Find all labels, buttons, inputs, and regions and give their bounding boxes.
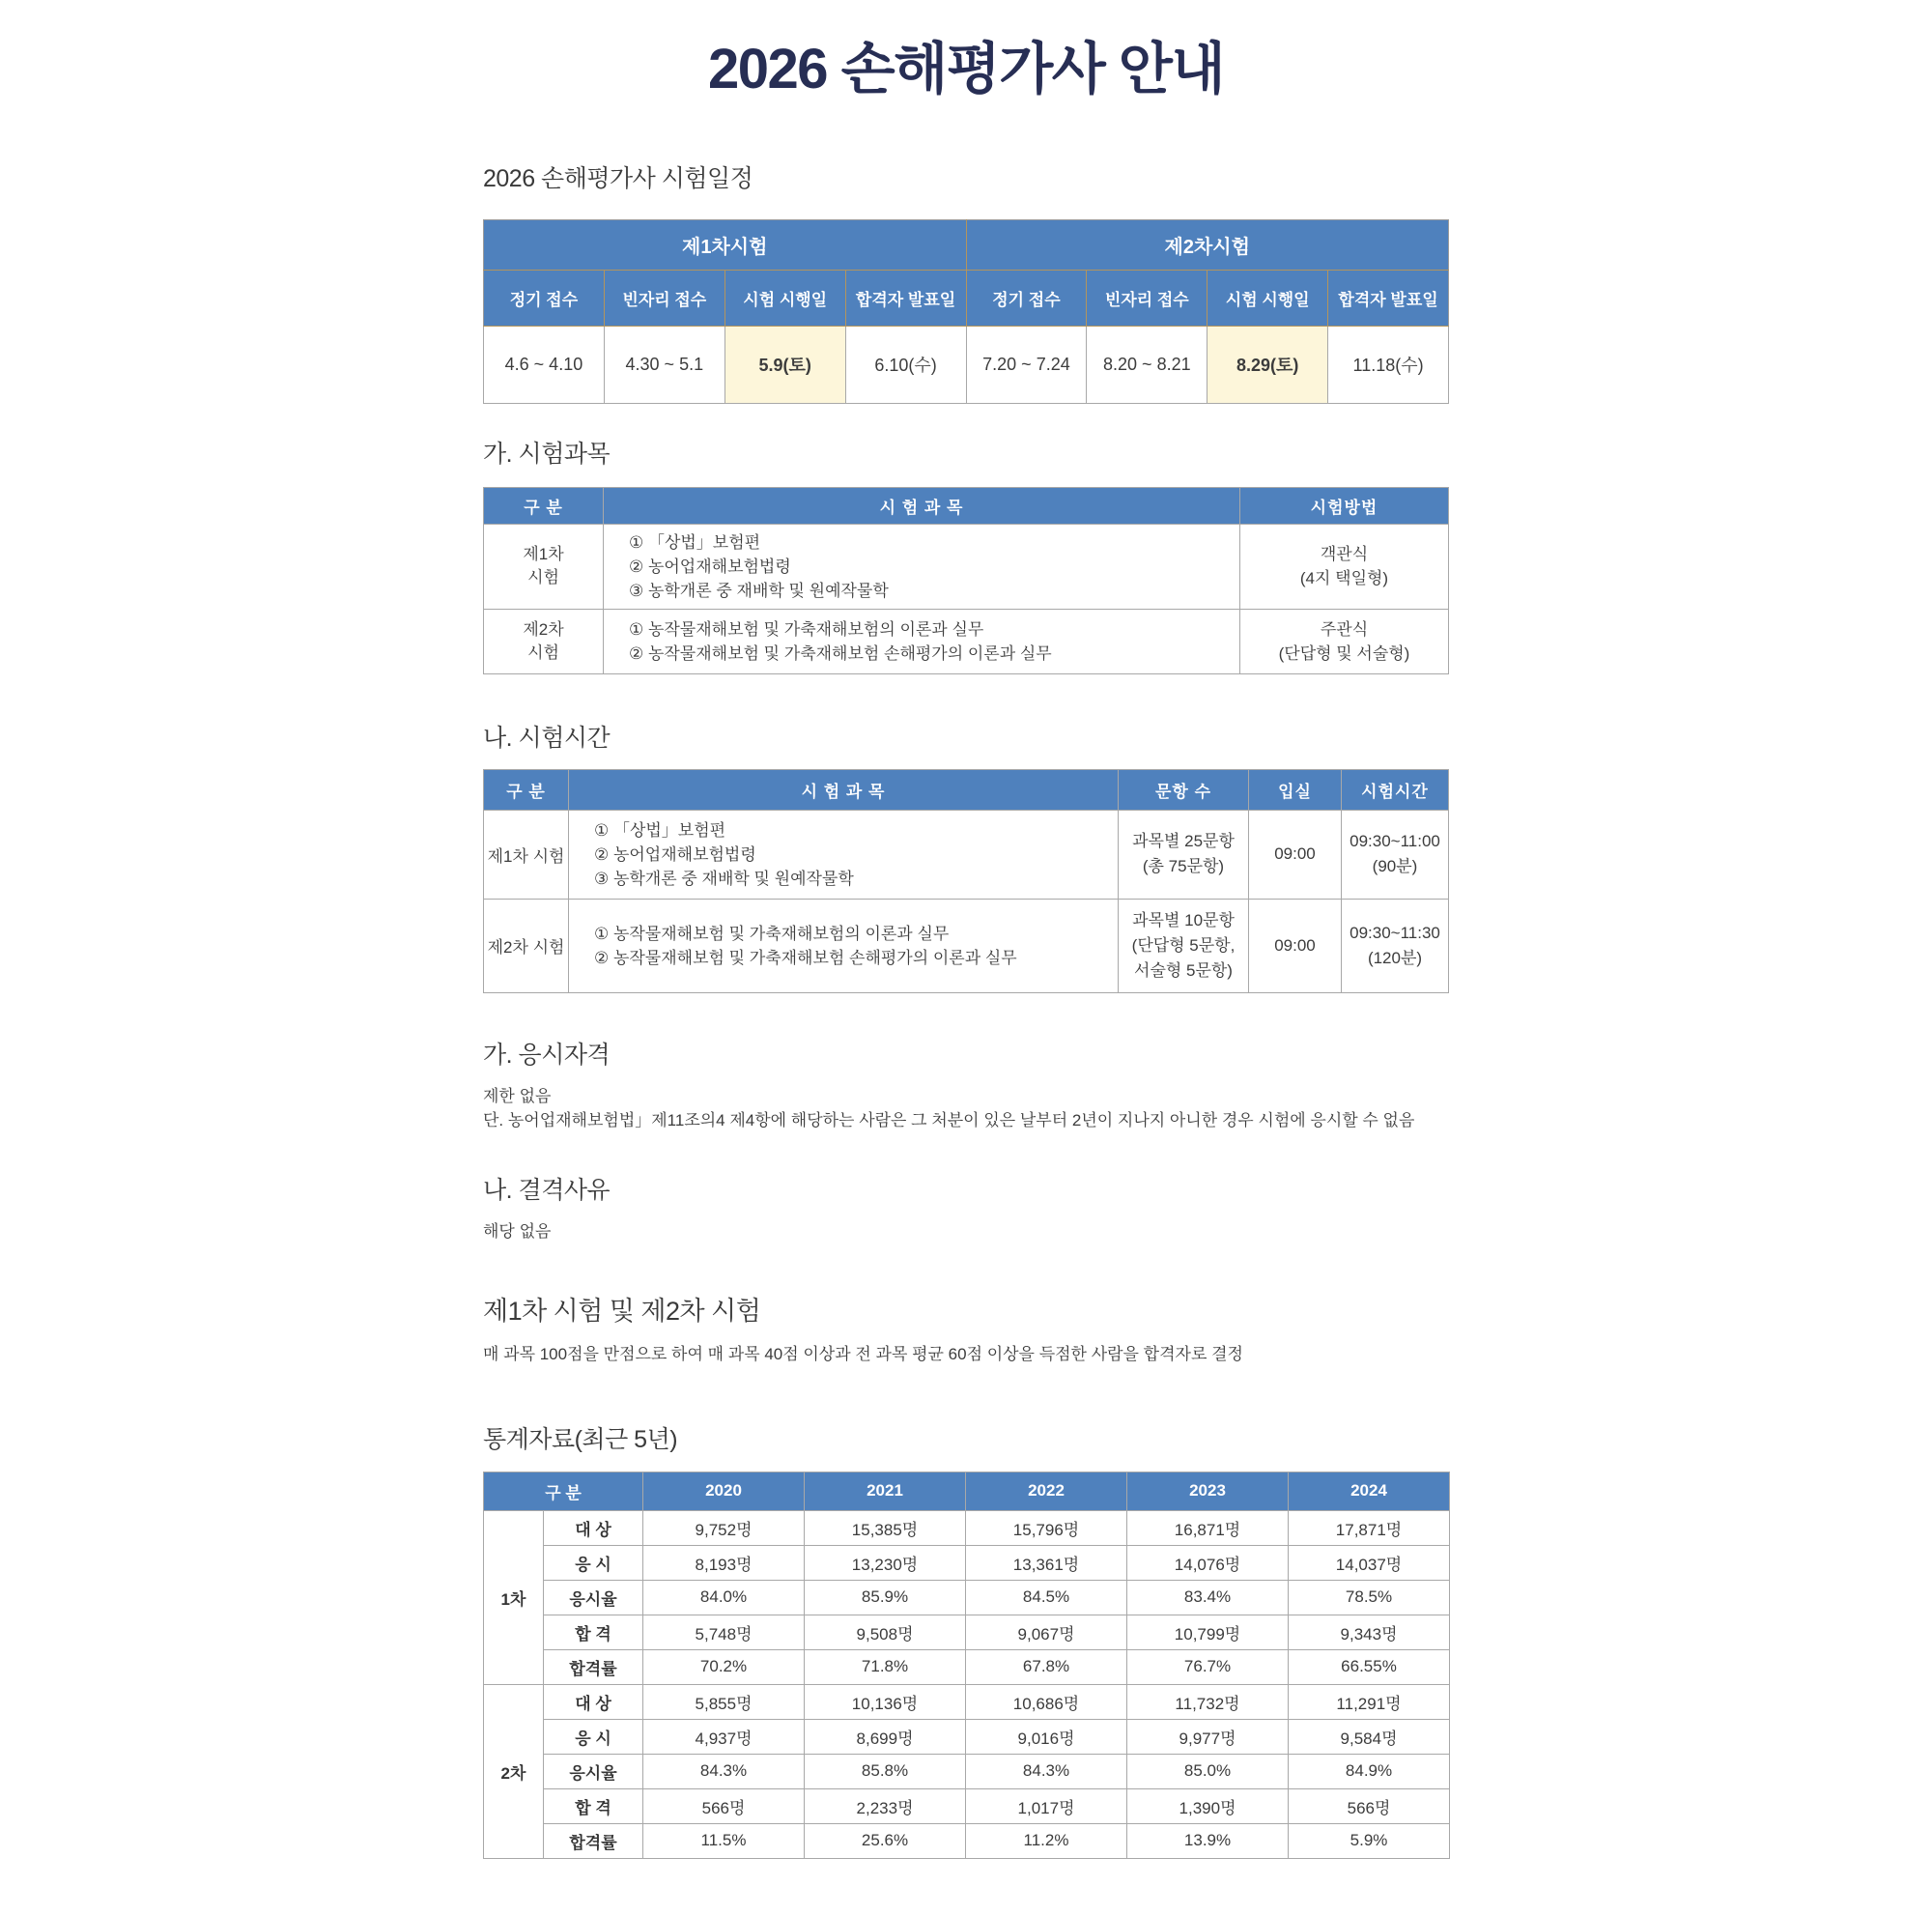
stats-row-label: 응시율 (544, 1754, 643, 1788)
stats-row-label: 응 시 (544, 1719, 643, 1754)
stats-row-label: 응시율 (544, 1580, 643, 1615)
text-line: 제1차 (523, 545, 564, 564)
stats-cell: 14,037명 (1289, 1545, 1450, 1580)
table-row (484, 487, 1449, 524)
schedule-col-header: 시험 시행일 (1208, 270, 1328, 326)
text-line: (단답형 5문항, (1131, 935, 1236, 955)
text-line: ② 농작물재해보험 및 가축재해보험 손해평가의 이론과 실무 (629, 643, 1052, 663)
text-line: 09:30~11:00 (1350, 832, 1440, 851)
page-title: 2026 손해평가사 안내 (708, 38, 1224, 100)
stats-cell: 16,871명 (1127, 1510, 1289, 1545)
subjects-col-header: 시험방법 (1240, 487, 1449, 524)
stats-cell: 13,361명 (966, 1545, 1127, 1580)
subjects-category-2nd (484, 609, 604, 673)
times-col-header: 입실 (1249, 769, 1342, 810)
schedule-col-header: 정기 접수 (966, 270, 1087, 326)
stats-cell: 85.0% (1127, 1754, 1289, 1788)
stats-cell: 9,343명 (1289, 1615, 1450, 1649)
text-line: (120분) (1367, 948, 1423, 967)
schedule-heading: 2026 손해평가사 시험일정 (483, 164, 753, 192)
text-line: 과목별 25문항 (1132, 832, 1235, 851)
times-col-header: 문항 수 (1119, 769, 1249, 810)
stats-cell: 15,796명 (966, 1510, 1127, 1545)
subjects-table (483, 487, 1449, 674)
times-category-2nd: 제2차 시험 (484, 899, 569, 992)
stats-col-header-2021: 2021 (805, 1472, 966, 1510)
text-line: (4지 택일형) (1299, 569, 1389, 588)
stats-group-1st: 1차 (484, 1510, 544, 1684)
text-line: ① 농작물재해보험 및 가축재해보험의 이론과 실무 (629, 619, 984, 639)
stats-cell: 67.8% (966, 1649, 1127, 1684)
table-row (484, 1649, 1450, 1684)
stats-cell: 5,748명 (643, 1615, 805, 1649)
times-items-1st (569, 810, 1119, 899)
stats-cell: 8,193명 (643, 1545, 805, 1580)
stats-cell: 11.5% (643, 1823, 805, 1858)
eligibility-heading: 가. 응시자격 (483, 1041, 611, 1069)
stats-col-header-2024: 2024 (1289, 1472, 1450, 1510)
subjects-method-1st (1240, 524, 1449, 609)
table-row (484, 1823, 1450, 1858)
table-row (484, 219, 1449, 270)
stats-cell: 13,230명 (805, 1545, 966, 1580)
times-questions-2nd (1119, 899, 1249, 992)
subjects-col-header: 시 험 과 목 (604, 487, 1240, 524)
text-line: 09:30~11:30 (1350, 923, 1440, 942)
schedule-col-header: 합격자 발표일 (1328, 270, 1449, 326)
stats-row-label: 대 상 (544, 1510, 643, 1545)
schedule-col-header: 빈자리 접수 (604, 270, 724, 326)
stats-cell: 84.5% (966, 1580, 1127, 1615)
times-table (483, 769, 1449, 993)
text-line: (단답형 및 서술형) (1278, 643, 1410, 663)
times-items-2nd (569, 899, 1119, 992)
text-line: ① 「상법」보험편 (629, 532, 761, 552)
stats-cell: 11,291명 (1289, 1684, 1450, 1719)
stats-cell: 1,017명 (966, 1788, 1127, 1823)
passing-text: 매 과목 100점을 만점으로 하여 매 과목 40점 이상과 전 과목 평균 60점 이상을 득점한 사람을 합격자로 결정 (483, 1344, 1243, 1363)
stats-cell: 66.55% (1289, 1649, 1450, 1684)
table-row (484, 524, 1449, 609)
table-row (484, 1510, 1450, 1545)
stats-cell: 84.3% (966, 1754, 1127, 1788)
stats-cell: 84.9% (1289, 1754, 1450, 1788)
times-category-1st: 제1차 시험 (484, 810, 569, 899)
stats-cell: 566명 (1289, 1788, 1450, 1823)
table-row (484, 270, 1449, 326)
text-line: 시험 (527, 568, 559, 587)
stats-cell: 10,136명 (805, 1684, 966, 1719)
stats-cell: 5,855명 (643, 1684, 805, 1719)
text-line: 제2차 (523, 619, 564, 639)
times-time-1st (1342, 810, 1449, 899)
stats-col-header-2023: 2023 (1127, 1472, 1289, 1510)
stats-cell: 84.0% (643, 1580, 805, 1615)
text-line: 시험 (527, 643, 559, 662)
stats-cell: 1,390명 (1127, 1788, 1289, 1823)
table-row (484, 899, 1449, 992)
stats-cell: 566명 (643, 1788, 805, 1823)
text-line: (90분) (1372, 857, 1418, 876)
times-heading: 나. 시험시간 (483, 724, 611, 752)
stats-col-header-2020: 2020 (643, 1472, 805, 1510)
passing-heading: 제1차 시험 및 제2차 시험 (483, 1296, 761, 1326)
stats-group-2nd: 2차 (484, 1684, 544, 1858)
stats-cell: 78.5% (1289, 1580, 1450, 1615)
subjects-items-2nd (604, 609, 1240, 673)
schedule-group-1st-exam: 제1차시험 (484, 219, 967, 270)
schedule-table (483, 219, 1449, 404)
table-row (484, 1788, 1450, 1823)
text-line: 과목별 10문항 (1132, 910, 1235, 929)
schedule-cell: 11.18(수) (1328, 326, 1449, 403)
schedule-col-header: 합격자 발표일 (845, 270, 966, 326)
stats-cell: 11.2% (966, 1823, 1127, 1858)
text-line: ① 「상법」보험편 (594, 820, 726, 840)
text-line: ② 농어업재해보험법령 (594, 844, 756, 864)
stats-cell: 9,016명 (966, 1719, 1127, 1754)
table-row (484, 609, 1449, 673)
schedule-cell: 6.10(수) (845, 326, 966, 403)
stats-row-label: 합 격 (544, 1615, 643, 1649)
disqualification-heading: 나. 결격사유 (483, 1176, 611, 1204)
subjects-items-1st (604, 524, 1240, 609)
stats-cell: 10,686명 (966, 1684, 1127, 1719)
stats-cell: 76.7% (1127, 1649, 1289, 1684)
table-row (484, 1684, 1450, 1719)
table-row (484, 1580, 1450, 1615)
schedule-cell: 8.20 ~ 8.21 (1087, 326, 1208, 403)
schedule-cell: 4.6 ~ 4.10 (484, 326, 605, 403)
times-questions-1st (1119, 810, 1249, 899)
stats-cell: 9,752명 (643, 1510, 805, 1545)
stats-row-label: 합 격 (544, 1788, 643, 1823)
stats-cell: 14,076명 (1127, 1545, 1289, 1580)
stats-cell: 2,233명 (805, 1788, 966, 1823)
stats-cell: 8,699명 (805, 1719, 966, 1754)
schedule-group-2nd-exam: 제2차시험 (966, 219, 1449, 270)
schedule-col-header: 시험 시행일 (724, 270, 845, 326)
stats-cell: 83.4% (1127, 1580, 1289, 1615)
times-col-header: 시 험 과 목 (569, 769, 1119, 810)
text-line: 객관식 (1320, 545, 1369, 564)
table-row (484, 1754, 1450, 1788)
schedule-cell-exam-date-2nd: 8.29(토) (1208, 326, 1328, 403)
stats-row-label: 응 시 (544, 1545, 643, 1580)
stats-cell: 25.6% (805, 1823, 966, 1858)
stats-cell: 11,732명 (1127, 1684, 1289, 1719)
stats-row-label: 대 상 (544, 1684, 643, 1719)
times-entry-2nd: 09:00 (1249, 899, 1342, 992)
text-line: (총 75문항) (1142, 857, 1225, 876)
stats-cell: 9,067명 (966, 1615, 1127, 1649)
table-row (484, 810, 1449, 899)
text-line: 서술형 5문항) (1134, 960, 1233, 980)
times-entry-1st: 09:00 (1249, 810, 1342, 899)
stats-cell: 85.9% (805, 1580, 966, 1615)
stats-cell: 10,799명 (1127, 1615, 1289, 1649)
stats-table (483, 1472, 1450, 1859)
document-body (483, 0, 1449, 1859)
table-row (484, 769, 1449, 810)
schedule-col-header: 빈자리 접수 (1087, 270, 1208, 326)
schedule-col-header: 정기 접수 (484, 270, 605, 326)
stats-cell: 70.2% (643, 1649, 805, 1684)
subjects-category-1st (484, 524, 604, 609)
stats-cell: 17,871명 (1289, 1510, 1450, 1545)
stats-cell: 84.3% (643, 1754, 805, 1788)
stats-cell: 9,584명 (1289, 1719, 1450, 1754)
stats-col-header-2022: 2022 (966, 1472, 1127, 1510)
schedule-cell: 7.20 ~ 7.24 (966, 326, 1087, 403)
schedule-cell-exam-date-1st: 5.9(토) (724, 326, 845, 403)
text-line: ③ 농학개론 중 재배학 및 원예작물학 (594, 869, 854, 888)
stats-cell: 85.8% (805, 1754, 966, 1788)
subjects-method-2nd (1240, 609, 1449, 673)
table-row (484, 1545, 1450, 1580)
text-line: ③ 농학개론 중 재배학 및 원예작물학 (629, 581, 889, 600)
table-row (484, 1719, 1450, 1754)
times-col-header: 구 분 (484, 769, 569, 810)
stats-cell: 9,508명 (805, 1615, 966, 1649)
table-row (484, 326, 1449, 403)
stats-cell: 13.9% (1127, 1823, 1289, 1858)
schedule-cell: 4.30 ~ 5.1 (604, 326, 724, 403)
text-line: ① 농작물재해보험 및 가축재해보험의 이론과 실무 (594, 924, 950, 943)
stats-cell: 5.9% (1289, 1823, 1450, 1858)
times-col-header: 시험시간 (1342, 769, 1449, 810)
subjects-heading: 가. 시험과목 (483, 440, 611, 468)
stats-cell: 4,937명 (643, 1719, 805, 1754)
stats-row-label: 합격률 (544, 1649, 643, 1684)
stats-cell: 71.8% (805, 1649, 966, 1684)
stats-cell: 15,385명 (805, 1510, 966, 1545)
subjects-col-header: 구 분 (484, 487, 604, 524)
text-line: ② 농어업재해보험법령 (629, 557, 791, 576)
disqualification-text: 해당 없음 (483, 1221, 552, 1241)
stats-col-header: 구 분 (484, 1472, 643, 1510)
times-time-2nd (1342, 899, 1449, 992)
text-line: ② 농작물재해보험 및 가축재해보험 손해평가의 이론과 실무 (594, 948, 1017, 967)
table-row (484, 1472, 1450, 1510)
text-line: 단. 농어업재해보험법」제11조의4 제4항에 해당하는 사람은 그 처분이 있은 날부터 2년이 지나지 아니한 경우 시험에 응시할 수 없음 (483, 1110, 1415, 1129)
stats-row-label: 합격률 (544, 1823, 643, 1858)
text-line: 제한 없음 (483, 1086, 552, 1105)
eligibility-text (483, 1084, 1449, 1132)
table-row (484, 1615, 1450, 1649)
text-line: 주관식 (1320, 619, 1369, 639)
stats-cell: 9,977명 (1127, 1719, 1289, 1754)
stats-heading: 통계자료(최근 5년) (483, 1425, 678, 1453)
